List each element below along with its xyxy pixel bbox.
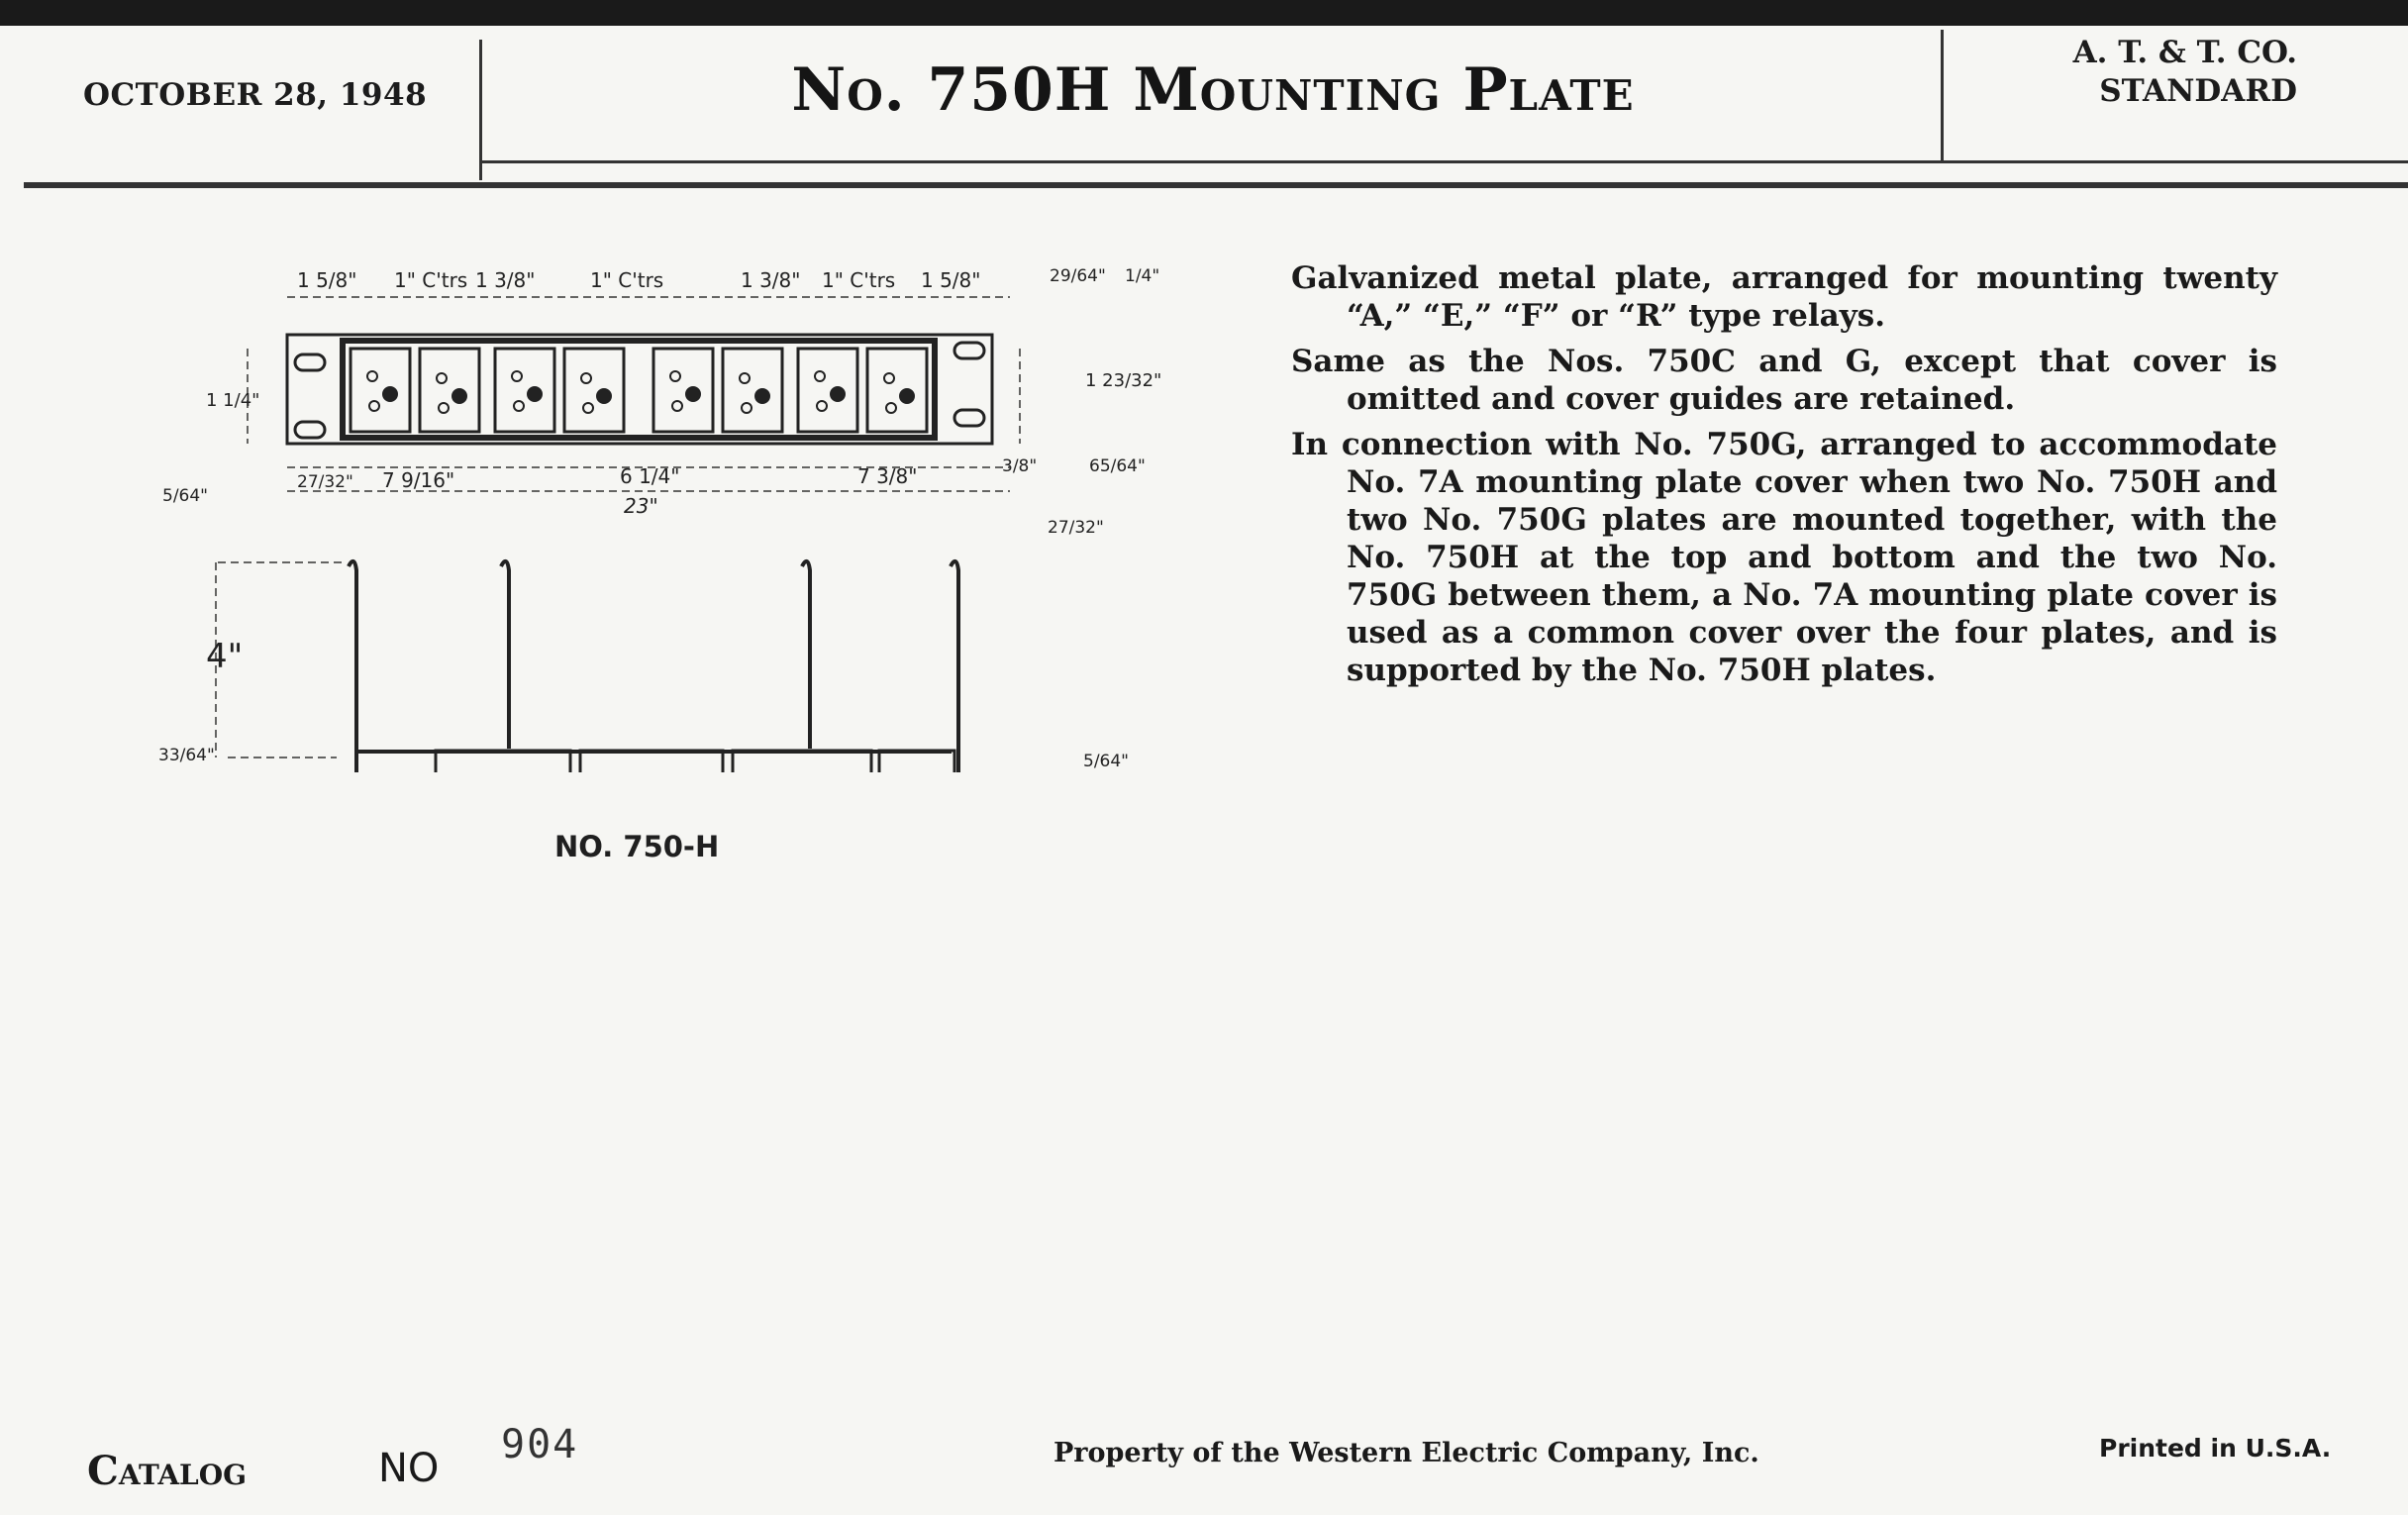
standard-line-1: A. T. & T. CO. — [2072, 35, 2297, 70]
dim-bottom-label: 23" — [624, 494, 658, 518]
dim-side-label: 33/64" — [158, 746, 215, 765]
description-paragraph: In connection with No. 750G, arranged to accommodate No. 7A mounting plate cover when two No. 750H and two No. 750G plates are mounted together, with the No. 750H at the top and bottom and the two No. 750G between them, a No. 7A mounting plate cover is used as a common cover over the four plates, and is supported by the No. 750H plates. — [1291, 427, 2277, 688]
catalog-number: 904 — [501, 1422, 579, 1467]
relay-cell — [420, 349, 479, 432]
header-date: OCTOBER 28, 1948 — [83, 77, 428, 113]
header-thick-rule — [24, 182, 2408, 188]
header-standard — [1970, 34, 2297, 111]
mounting-plate-drawing — [149, 257, 1178, 772]
relay-cell — [564, 349, 624, 432]
plate-side-view — [337, 561, 1030, 772]
dimension-lines — [216, 297, 1020, 758]
relay-details — [367, 371, 914, 413]
dim-left-label: 1 1/4" — [206, 390, 260, 411]
catalog-label: Catalog — [87, 1448, 248, 1494]
dim-side-label: 4" — [206, 637, 244, 676]
standard-line-2: STANDARD — [2099, 73, 2297, 109]
relay-cell — [798, 349, 857, 432]
relay-cell — [351, 349, 410, 432]
dim-bottom-label: 7 3/8" — [857, 464, 918, 488]
plate-front-view — [287, 335, 992, 444]
description — [1291, 259, 2277, 697]
catalog-no-label: NO — [378, 1446, 440, 1491]
mounting-slot — [295, 354, 325, 370]
relay-cell — [867, 349, 927, 432]
dim-bottom-label: 27/32" — [1048, 518, 1104, 538]
page-title: No. 750H Mounting Plate — [791, 55, 1635, 125]
dim-right-label: 1 23/32" — [1085, 370, 1162, 391]
dim-bottom-label: 3/8" — [1002, 456, 1038, 476]
mounting-slot — [954, 410, 984, 426]
mounting-slot — [295, 422, 325, 438]
dim-top-label: 1" C'trs — [394, 268, 468, 292]
property-notice: Property of the Western Electric Company, Inc. — [1054, 1438, 1759, 1468]
header-thin-rule — [479, 160, 2408, 163]
dim-top-label: 29/64" — [1050, 266, 1106, 286]
dim-bottom-label: 27/32" — [297, 472, 353, 492]
relay-cell — [653, 349, 713, 432]
dim-top-label: 1 3/8" — [475, 268, 536, 292]
header-divider-left — [479, 40, 482, 180]
description-paragraph: Galvanized metal plate, arranged for mounting twenty “A,” “E,” “F” or “R” type relays. — [1291, 260, 2277, 334]
dim-top-label: 1" C'trs — [822, 268, 896, 292]
dim-right-label: 65/64" — [1089, 456, 1146, 476]
printed-notice: Printed in U.S.A. — [2099, 1434, 2332, 1463]
dim-bottom-label: 6 1/4" — [620, 464, 680, 488]
relay-cell — [495, 349, 554, 432]
dim-top-label: 1/4" — [1125, 266, 1160, 286]
figure-caption: NO. 750-H — [554, 830, 720, 863]
relay-cell — [723, 349, 782, 432]
dim-top-label: 1 5/8" — [921, 268, 981, 292]
dim-left-label: 5/64" — [162, 486, 208, 506]
dim-top-label: 1" C'trs — [590, 268, 664, 292]
relay-frame — [343, 341, 935, 438]
dim-top-label: 1 5/8" — [297, 268, 357, 292]
header-divider-right — [1941, 30, 1944, 162]
description-paragraph: Same as the Nos. 750C and G, except that cover is omitted and cover guides are retained. — [1291, 344, 2277, 417]
dim-bottom-label: 7 9/16" — [382, 468, 455, 492]
dim-top-label: 1 3/8" — [741, 268, 801, 292]
mounting-slot — [954, 343, 984, 358]
dim-side-label: 5/64" — [1083, 752, 1129, 771]
